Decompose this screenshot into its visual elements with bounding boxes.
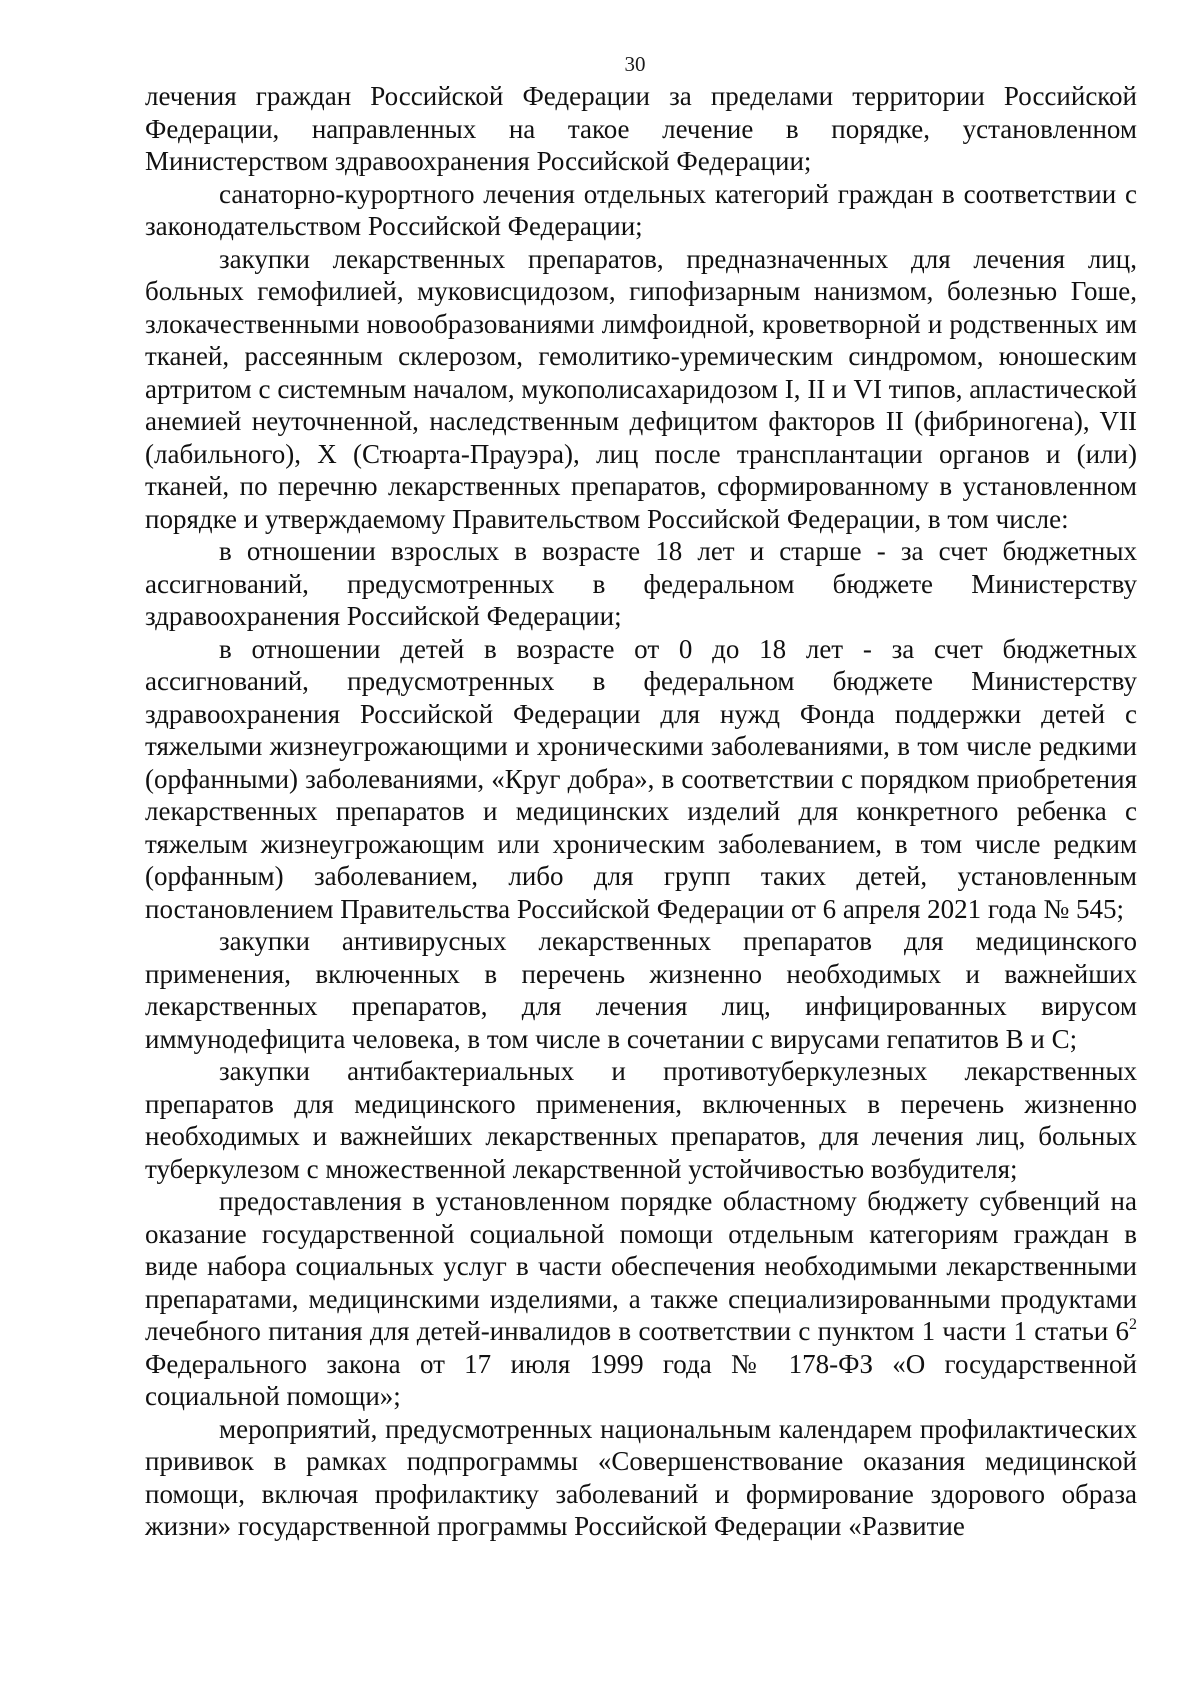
paragraph-antiviral: закупки антивирусных лекарственных препаратов для медицинского применения, включенных в перечень жизненно необходимых и важнейших лекарственных препаратов, для лечения лиц, инфицированных вирусом иммунодефицита человека, в том числе в сочетании с вирусами гепатитов B и C;	[145, 926, 1137, 1054]
paragraph-drug-procurement: закупки лекарственных препаратов, предназначенных для лечения лиц, больных гемофилией, муковисцидозом, гипофизарным нанизмом, болезнью Гоше, злокачественными новообразованиями лимфоидной, кроветворной и родственных им тканей, рассеянным склерозом, гемолитико-уремическим синдромом, юношеским артритом с системным началом, мукополисахаридозом I, II и VI типов, апластической анемией неуточненной, наследственным дефицитом факторов II (фибриногена), VII (лабильного), X (Стюарта-Прауэра), лиц после трансплантации органов и (или) тканей, по перечню лекарственных препаратов, сформированному в установленном порядке и утверждаемому Правительством Российской Федерации, в том числе:	[145, 243, 1137, 534]
paragraph-vaccination: мероприятий, предусмотренных национальным календарем профилактических прививок в рамках подпрограммы «Совершенствование оказания медицинской помощи, включая профилактику заболеваний и формирование здорового образа жизни» государственной программы Российской Федерации «Развитие	[145, 1413, 1137, 1541]
page-number: 30	[624, 52, 646, 76]
subvention-text-before: предоставления в установленном порядке областному бюджету субвенций на оказание государственной социальной помощи отдельным категориям граждан в виде набора социальных услуг в части обеспечения необходимыми лекарственными препаратами, медицинскими изделиями, а также специализированными продуктами лечебного питания для детей-инвалидов в соответствии с пунктом 1 части 1 статьи 6	[145, 1186, 1137, 1346]
paragraph-antibacterial: закупки антибактериальных и противотуберкулезных лекарственных препаратов для медицинского применения, включенных в перечень жизненно необходимых и важнейших лекарственных препаратов, для лечения лиц, больных туберкулезом с множественной лекарственной устойчивостью возбудителя;	[145, 1056, 1137, 1184]
paragraph-subvention	[145, 1185, 1137, 1413]
article-superscript: 2	[1129, 1316, 1137, 1333]
paragraph-treatment-abroad: лечения граждан Российской Федерации за пределами территории Российской Федерации, направленных на такое лечение в порядке, установленном Министерством здравоохранения Российской Федерации;	[145, 81, 1137, 176]
paragraph-sanatorium: санаторно-курортного лечения отдельных категорий граждан в соответствии с законодательством Российской Федерации;	[145, 178, 1137, 241]
subvention-text-after: Федерального закона от 17 июля 1999 года № 178-ФЗ «О государственной социальной помощи»;	[145, 1348, 1137, 1411]
paragraph-adults: в отношении взрослых в возрасте 18 лет и старше - за счет бюджетных ассигнований, предусмотренных в федеральном бюджете Министерству здравоохранения Российской Федерации;	[145, 536, 1137, 631]
document-body	[145, 80, 1137, 1543]
paragraph-children: в отношении детей в возрасте от 0 до 18 лет - за счет бюджетных ассигнований, предусмотренных в федеральном бюджете Министерству здравоохранения Российской Федерации для нужд Фонда поддержки детей с тяжелыми жизнеугрожающими и хроническими заболеваниями, в том числе редкими (орфанными) заболеваниями, «Круг добра», в соответствии с порядком приобретения лекарственных препаратов и медицинских изделий для конкретного ребенка с тяжелым жизнеугрожающим или хроническим заболеванием, в том числе редким (орфанным) заболеванием, либо для групп таких детей, установленным постановлением Правительства Российской Федерации от 6 апреля 2021 года № 545;	[145, 633, 1137, 924]
